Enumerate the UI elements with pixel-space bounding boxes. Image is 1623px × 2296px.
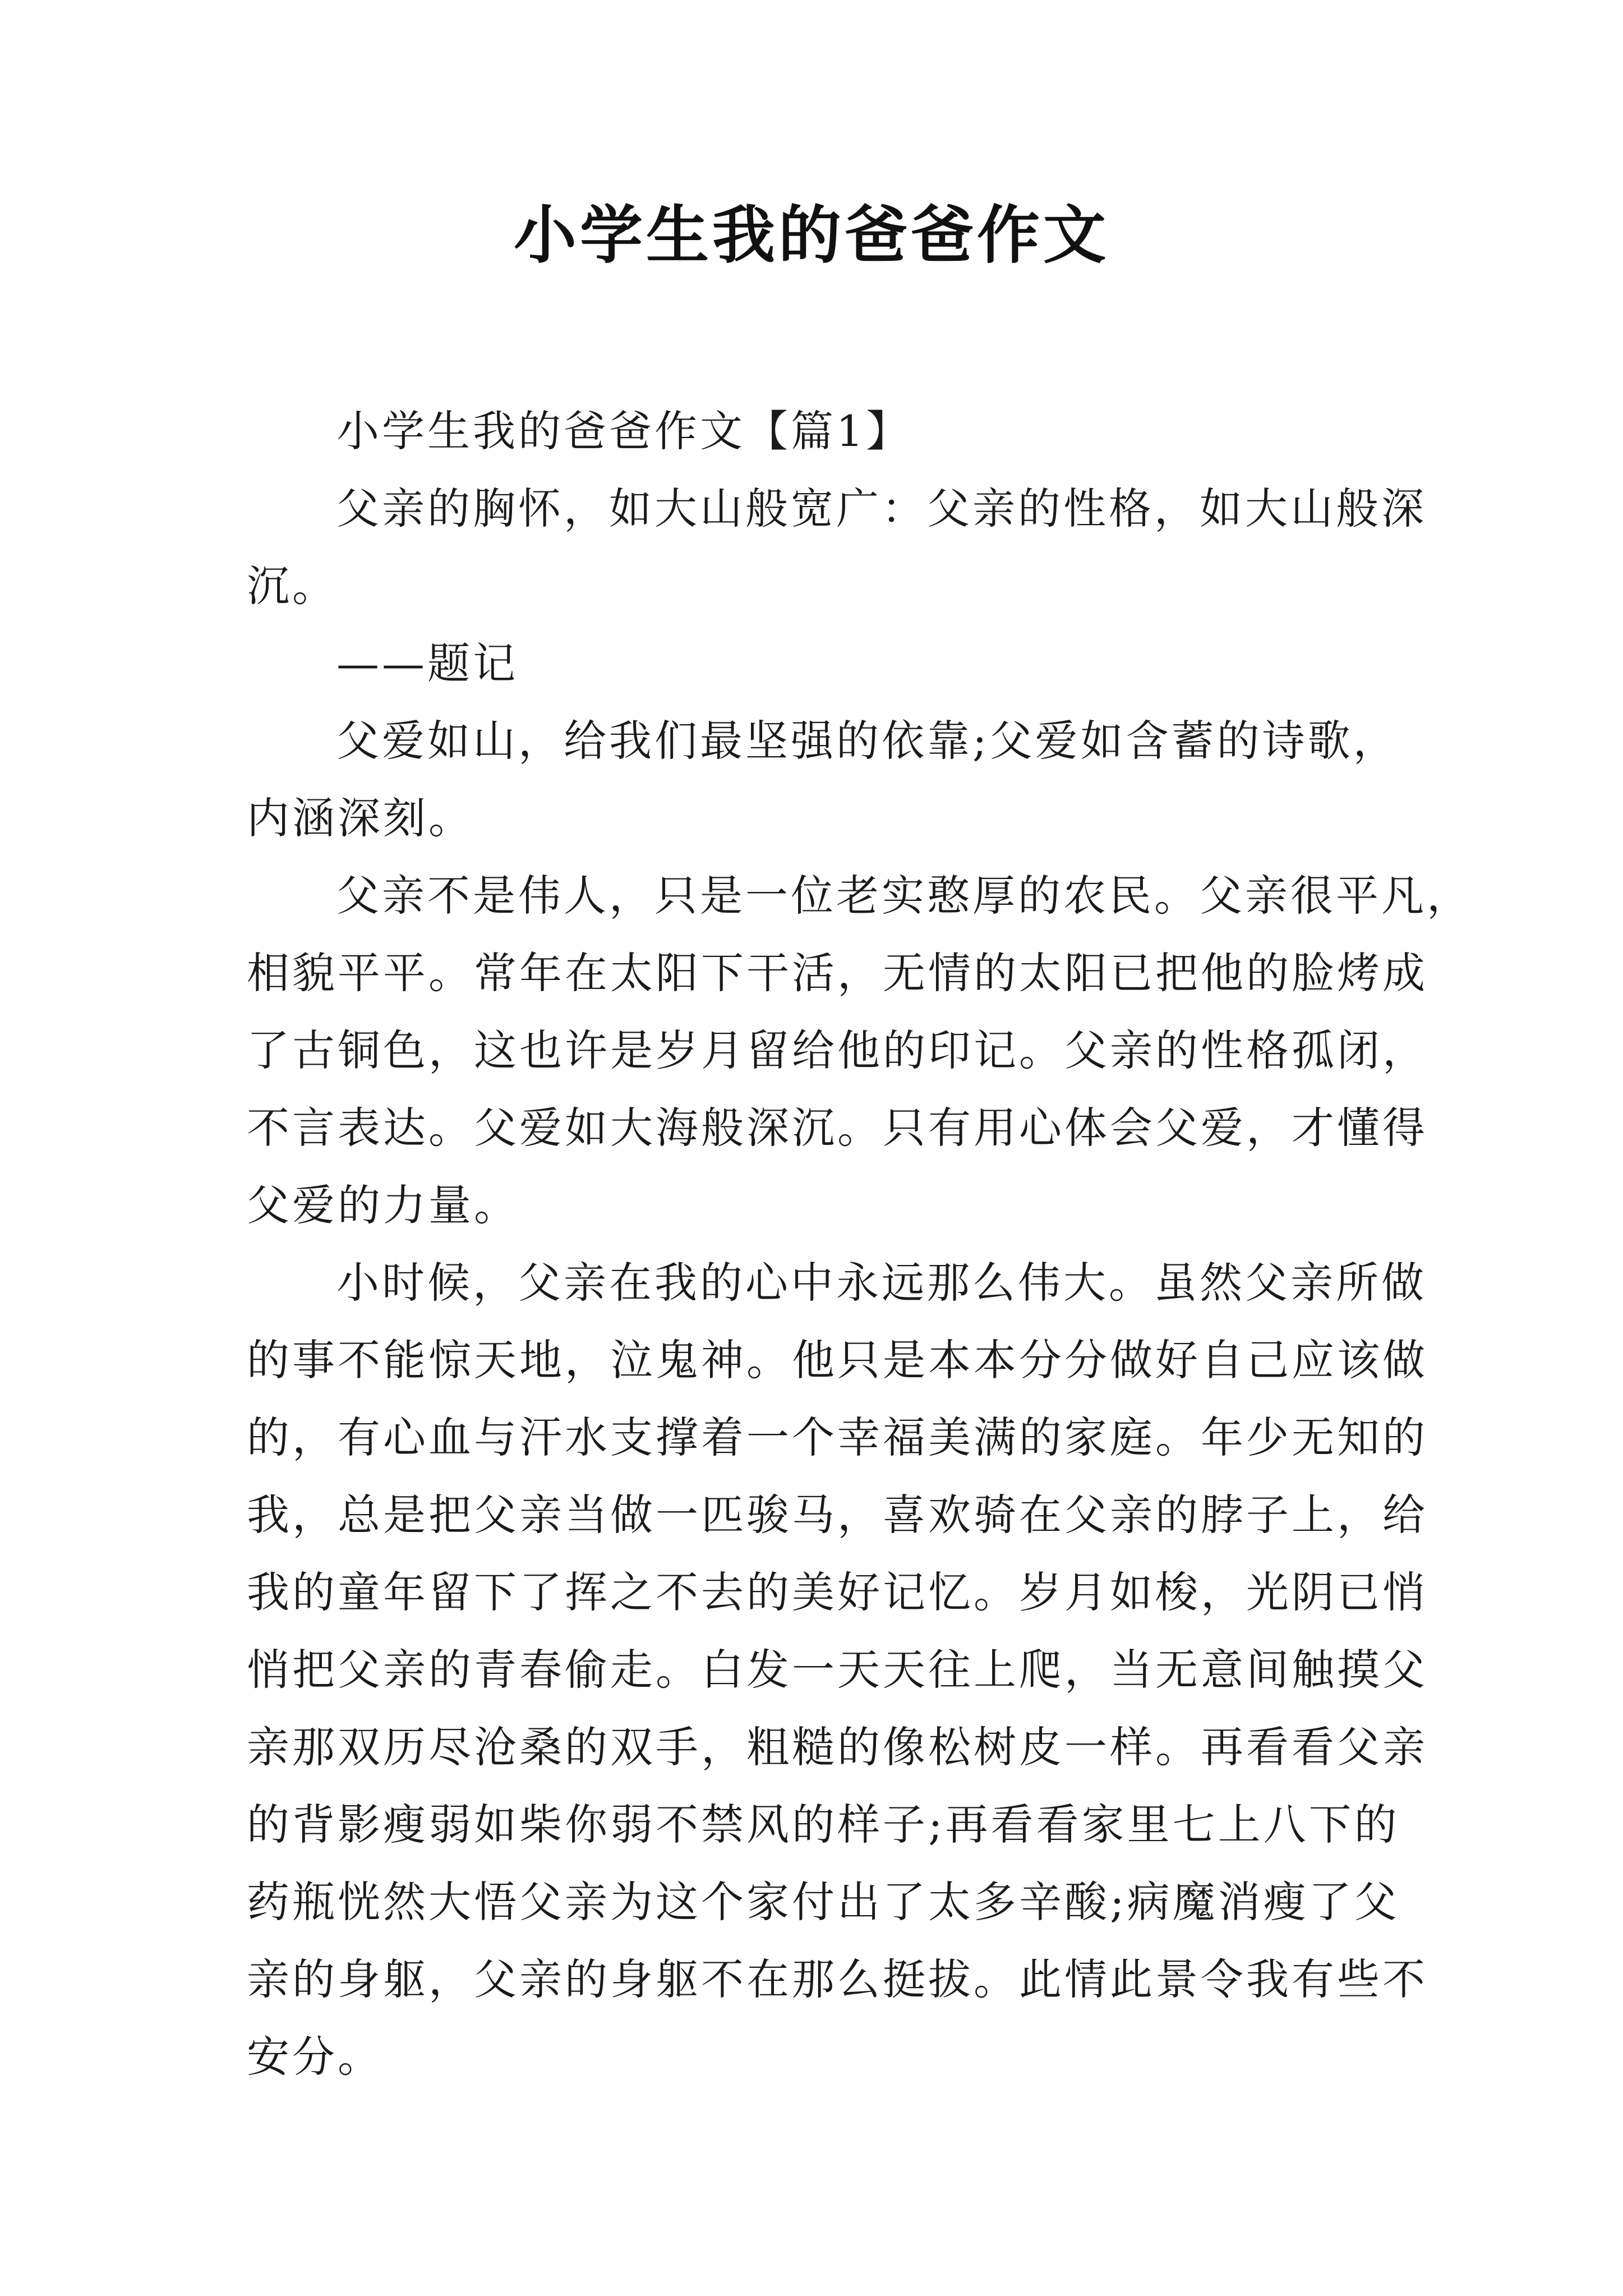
text-line: 安分。 (247, 2032, 383, 2082)
text-line: 我，总是把父亲当做一匹骏马，喜欢骑在父亲的脖子上，给 (247, 1490, 1428, 1540)
text-line: 小时候，父亲在我的心中永远那么伟大。虽然父亲所做 (336, 1258, 1427, 1308)
text-line: 亲的身躯，父亲的身躯不在那么挺拔。此情此景令我有些不 (247, 1954, 1428, 2004)
paragraph (247, 470, 1427, 625)
text-line: 相貌平平。常年在太阳下干活，无情的太阳已把他的脸烤成 (247, 948, 1428, 998)
text-line: 父爱的力量。 (247, 1180, 519, 1230)
paragraph (247, 1244, 1428, 2096)
text-line: 药瓶恍然大悟父亲为这个家付出了太多辛酸;病魔消瘦了父 (247, 1877, 1400, 1927)
text-line: 内涵深刻。 (247, 793, 474, 843)
paragraph (247, 625, 1396, 702)
text-line: 父爱如山，给我们最坚强的依靠;父爱如含蓄的诗歌， (336, 716, 1399, 766)
paragraph (247, 857, 1472, 1244)
text-line: 沉。 (247, 561, 338, 611)
text-line: 的，有心血与汗水支撑着一个幸福美满的家庭。年少无知的 (247, 1412, 1428, 1462)
paragraph (247, 702, 1399, 857)
text-line: 的背影瘦弱如柴你弱不禁风的样子;再看看家里七上八下的 (247, 1800, 1400, 1849)
text-line: 亲那双历尽沧桑的双手，粗糙的像松树皮一样。再看看父亲 (247, 1722, 1428, 1772)
document-body (247, 393, 1472, 2096)
paragraph (247, 393, 1396, 470)
text-line: 的事不能惊天地，泣鬼神。他只是本本分分做好自己应该做 (247, 1335, 1428, 1385)
text-line: ——题记 (336, 638, 518, 688)
document-title: 小学生我的爸爸作文 (514, 199, 1109, 272)
text-line: 父亲不是伟人，只是一位老实憨厚的农民。父亲很平凡， (336, 871, 1472, 921)
text-line: 小学生我的爸爸作文【篇1】 (336, 406, 912, 456)
text-line: 父亲的胸怀，如大山般宽广：父亲的性格，如大山般深 (336, 484, 1427, 533)
text-line: 了古铜色，这也许是岁月留给他的印记。父亲的性格孤闭， (247, 1025, 1428, 1075)
text-line: 悄把父亲的青春偷走。白发一天天往上爬，当无意间触摸父 (247, 1645, 1428, 1695)
text-line: 不言表达。父爱如大海般深沉。只有用心体会父爱，才懂得 (247, 1103, 1428, 1153)
text-line: 我的童年留下了挥之不去的美好记忆。岁月如梭，光阴已悄 (247, 1567, 1428, 1617)
